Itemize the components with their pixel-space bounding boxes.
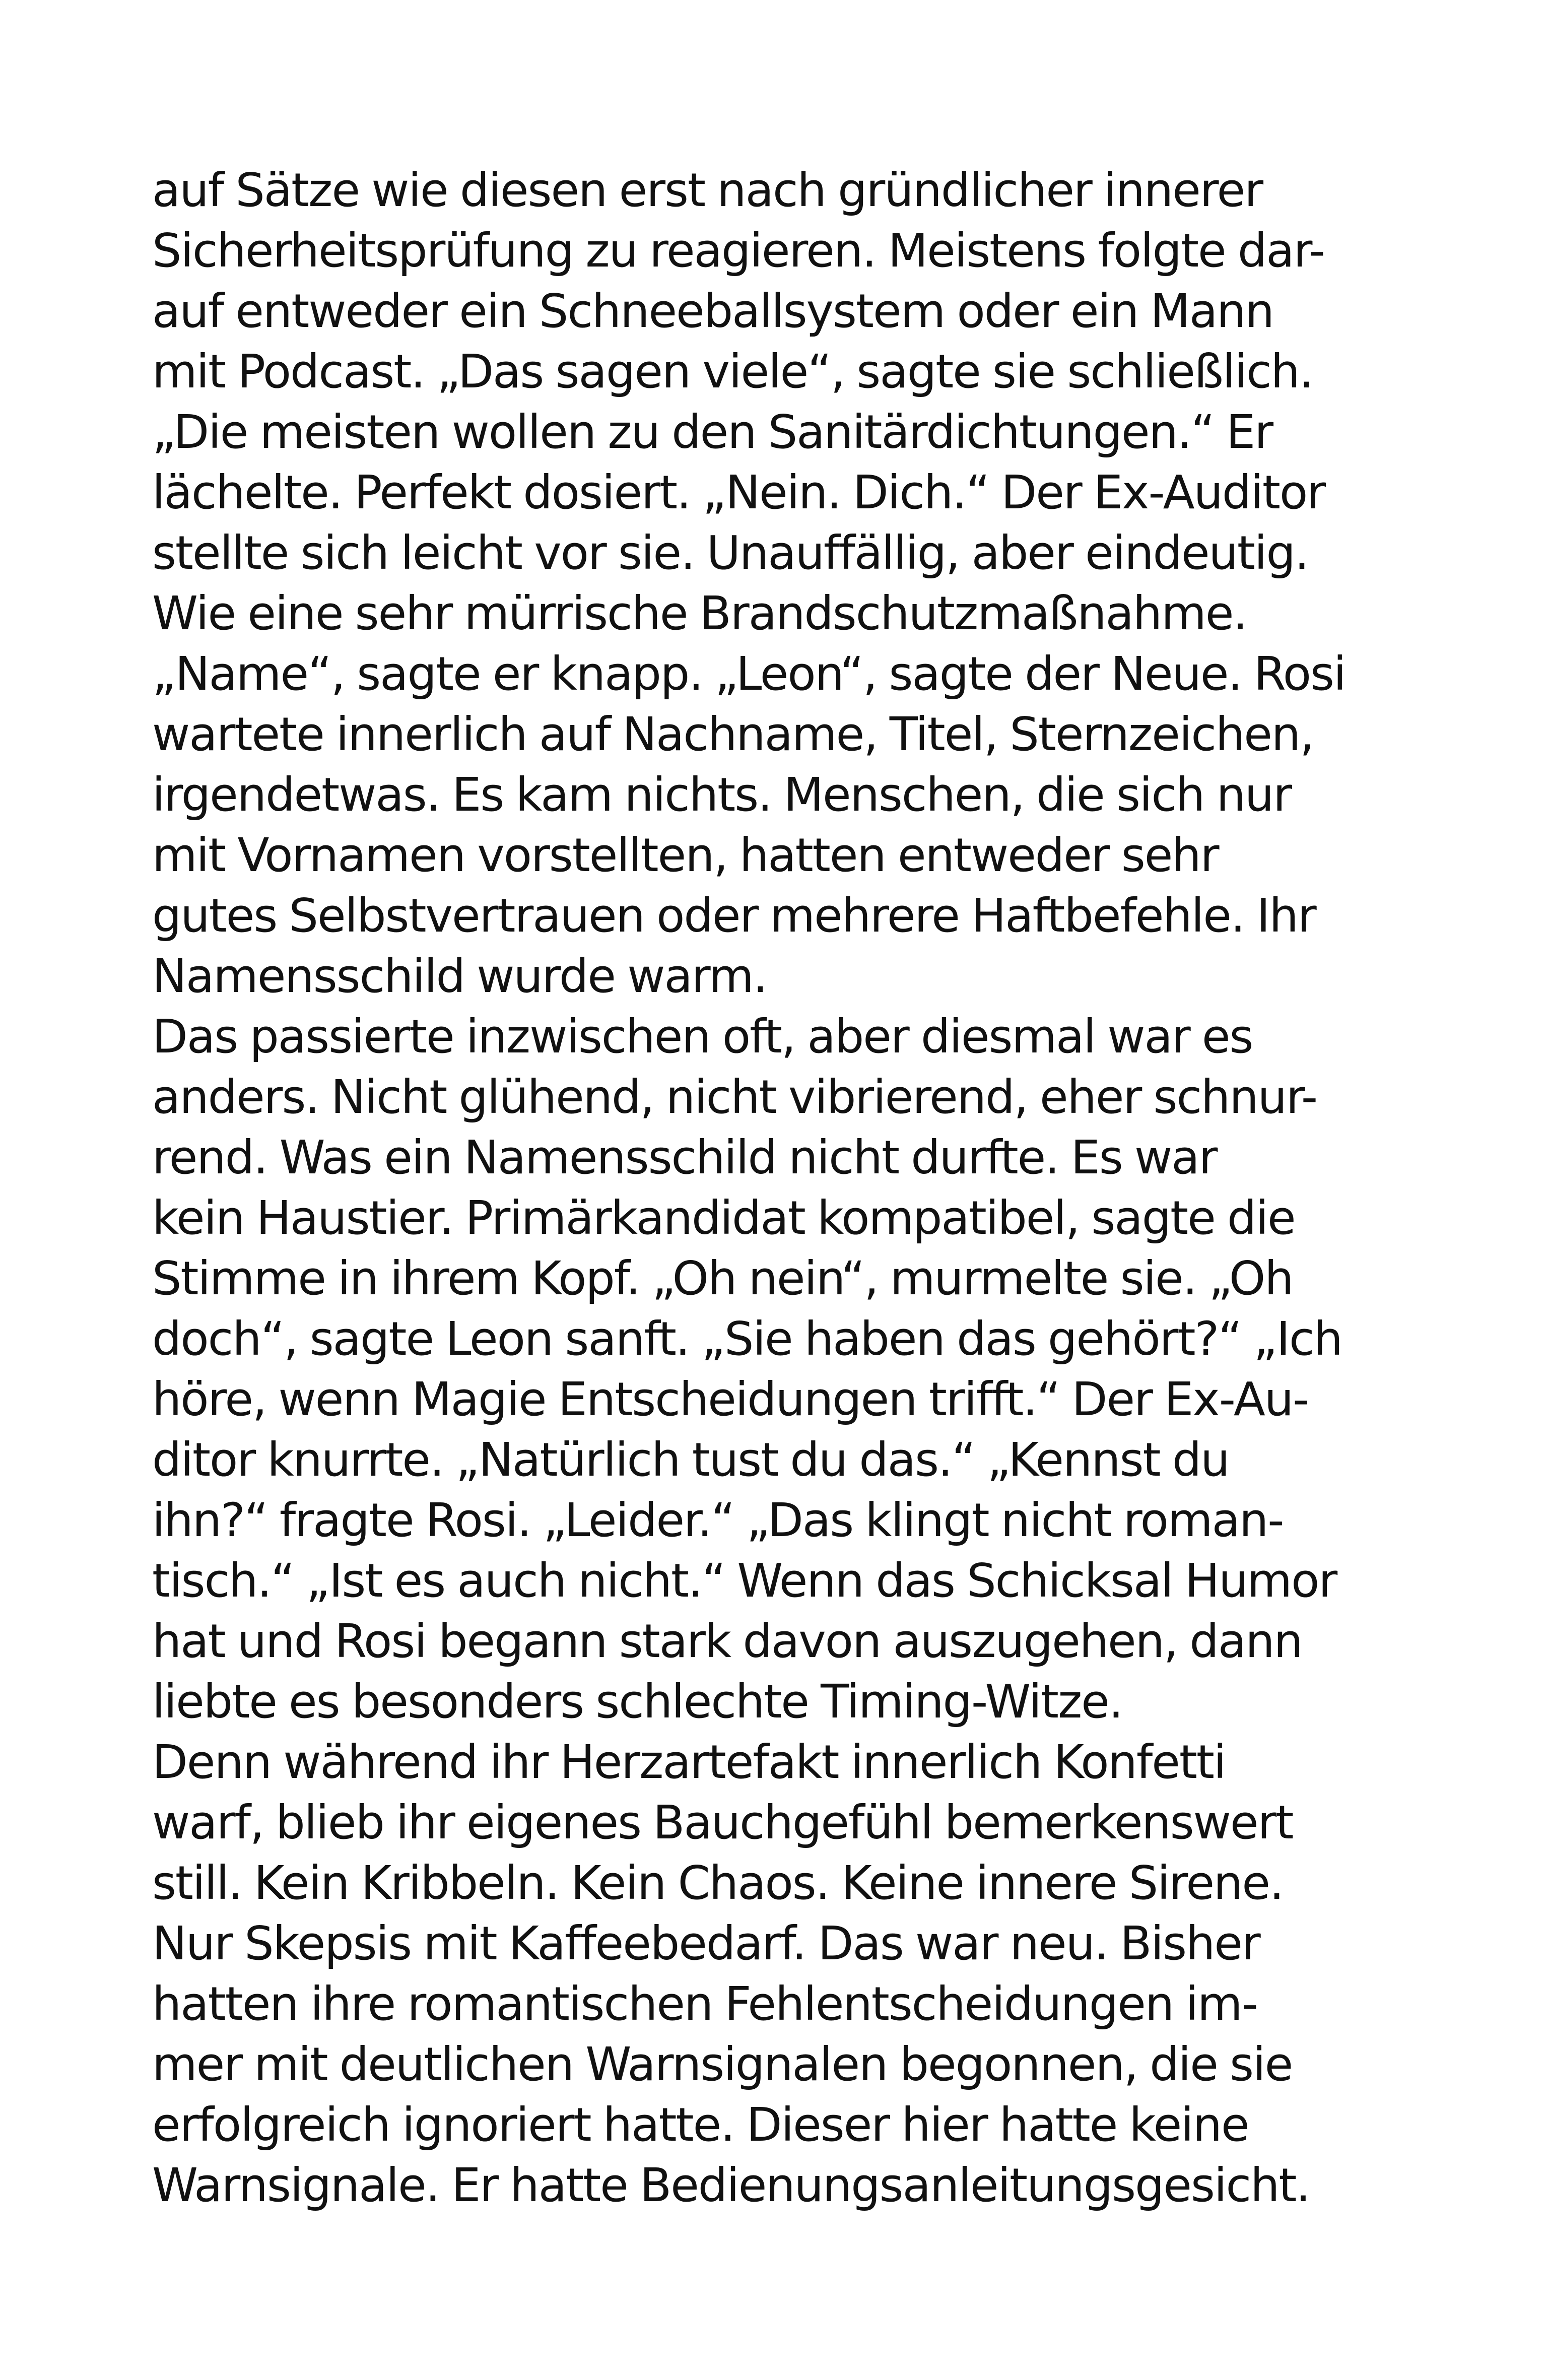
text-line: tisch.“ „Ist es auch nicht.“ Wenn das Schicksal Humor — [152, 1554, 1337, 1608]
text-line: Wie eine sehr mürrische Brandschutzmaßnahme. — [152, 586, 1247, 640]
text-line: Warnsignale. Er hatte Bedienungsanleitungsgesicht. — [152, 2158, 1310, 2212]
text-line: anders. Nicht glühend, nicht vibrierend, eher schnur- — [152, 1070, 1317, 1124]
text-line: Stimme in ihrem Kopf. „Oh nein“, murmelte sie. „Oh — [152, 1251, 1293, 1305]
text-line: „Name“, sagte er knapp. „Leon“, sagte der Neue. Rosi — [152, 647, 1346, 701]
text-line: mit Vornamen vorstellten, hatten entweder sehr — [152, 828, 1219, 882]
text-line: ihn?“ fragte Rosi. „Leider.“ „Das klingt nicht roman- — [152, 1493, 1284, 1547]
text-line: Nur Skepsis mit Kaffeebedarf. Das war neu. Bisher — [152, 1916, 1260, 1970]
text-line: „Die meisten wollen zu den Sanitärdichtungen.“ Er — [152, 405, 1273, 459]
body-text — [152, 160, 1401, 2216]
text-line: mer mit deutlichen Warnsignalen begonnen, die sie — [152, 2037, 1293, 2091]
text-line: still. Kein Kribbeln. Kein Chaos. Keine innere Sirene. — [152, 1856, 1284, 1910]
text-line: Namensschild wurde warm. — [152, 949, 767, 1003]
text-line: hat und Rosi begann stark davon auszugehen, dann — [152, 1614, 1302, 1668]
text-line: liebte es besonders schlechte Timing-Witze. — [152, 1675, 1123, 1729]
text-line: ditor knurrte. „Natürlich tust du das.“ „Kennst du — [152, 1433, 1229, 1487]
text-line: erfolgreich ignoriert hatte. Dieser hier hatte keine — [152, 2098, 1249, 2152]
text-line: warf, blieb ihr eigenes Bauchgefühl bemerkenswert — [152, 1796, 1293, 1849]
text-line: lächelte. Perfekt dosiert. „Nein. Dich.“ Der Ex-Auditor — [152, 466, 1325, 519]
text-line: auf entweder ein Schneeballsystem oder ein Mann — [152, 284, 1273, 338]
text-line: Sicherheitsprüfung zu reagieren. Meistens folgte dar- — [152, 224, 1324, 278]
text-line: hatten ihre romantischen Fehlentscheidungen im- — [152, 1977, 1257, 2031]
text-line: kein Haustier. Primärkandidat kompatibel, sagte die — [152, 1191, 1295, 1245]
text-line: auf Sätze wie diesen erst nach gründlicher innerer — [152, 163, 1263, 217]
text-line: Denn während ihr Herzartefakt innerlich Konfetti — [152, 1735, 1226, 1789]
text-line: Das passierte inzwischen oft, aber diesmal war es — [152, 1010, 1253, 1064]
text-line: doch“, sagte Leon sanft. „Sie haben das gehört?“ „Ich — [152, 1312, 1342, 1366]
text-line: höre, wenn Magie Entscheidungen trifft.“ Der Ex-Au- — [152, 1372, 1309, 1426]
text-line: irgendetwas. Es kam nichts. Menschen, die sich nur — [152, 768, 1292, 822]
text-line: wartete innerlich auf Nachname, Titel, Sternzeichen, — [152, 707, 1314, 761]
text-line: rend. Was ein Namensschild nicht durfte. Es war — [152, 1131, 1217, 1184]
text-line: mit Podcast. „Das sagen viele“, sagte sie schließlich. — [152, 345, 1313, 399]
text-line: gutes Selbstvertrauen oder mehrere Haftbefehle. Ihr — [152, 889, 1316, 943]
text-line: stellte sich leicht vor sie. Unauffällig, aber eindeutig. — [152, 526, 1309, 580]
